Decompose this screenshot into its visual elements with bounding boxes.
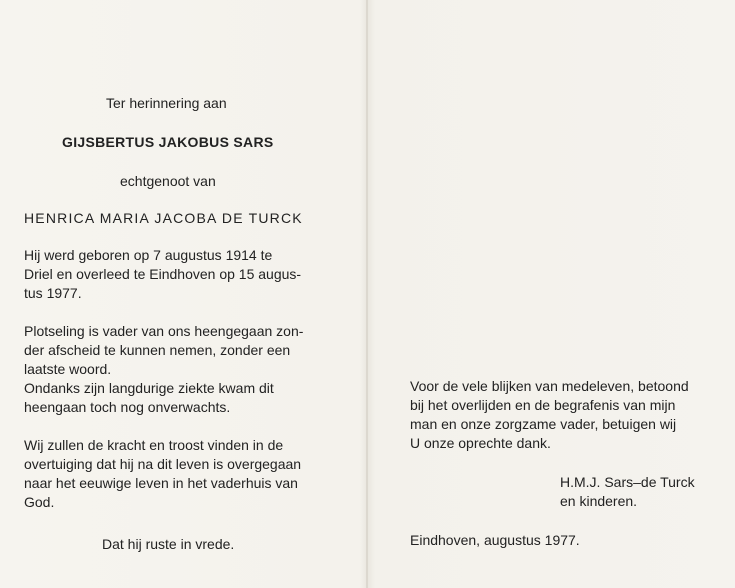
paragraph-line: U onze oprechte dank.: [410, 435, 551, 451]
relation-text: echtgenoot van: [120, 173, 216, 189]
paragraph-line: tus 1977.: [24, 285, 82, 301]
thanks-paragraph: [410, 377, 710, 453]
paragraph-line: heengaan toch nog onverwachts.: [24, 399, 231, 415]
closing-text: Dat hij ruste in vrede.: [102, 536, 235, 552]
paragraph-line: Plotseling is vader van ons heengegaan zon-: [24, 323, 304, 339]
paragraph-line: naar het eeuwige leven in het vaderhuis van: [24, 475, 298, 491]
deceased-name: GIJSBERTUS JAKOBUS SARS: [62, 134, 274, 150]
place-date: Eindhoven, augustus 1977.: [410, 532, 580, 548]
intro-text: Ter herinnering aan: [106, 95, 227, 111]
paragraph-line: Ondanks zijn langdurige ziekte kwam dit: [24, 380, 274, 396]
sudden-paragraph: [24, 322, 324, 417]
right-panel: [368, 0, 735, 588]
paragraph-line: Voor de vele blijken van medeleven, betoond: [410, 378, 689, 394]
paragraph-line: laatste woord.: [24, 361, 112, 377]
paragraph-line: God.: [24, 494, 55, 510]
faith-paragraph: [24, 436, 324, 512]
paragraph-line: der afscheid te kunnen nemen, zonder een: [24, 342, 291, 358]
paragraph-line: Wij zullen de kracht en troost vinden in de: [24, 437, 284, 453]
paragraph-line: man en onze zorgzame vader, betuigen wij: [410, 416, 677, 432]
paragraph-line: Driel en overleed te Eindhoven op 15 augus-: [24, 266, 302, 282]
paragraph-line: bij het overlijden en de begrafenis van mijn: [410, 397, 676, 413]
spouse-name: HENRICA MARIA JACOBA DE TURCK: [24, 210, 303, 226]
signature-name: H.M.J. Sars–de Turck: [560, 474, 695, 490]
birth-death-paragraph: [24, 246, 324, 303]
signature-family: en kinderen.: [560, 493, 638, 509]
paragraph-line: Hij werd geboren op 7 augustus 1914 te: [24, 247, 273, 263]
left-panel: [0, 0, 367, 588]
paragraph-line: overtuiging dat hij na dit leven is overgegaan: [24, 456, 302, 472]
